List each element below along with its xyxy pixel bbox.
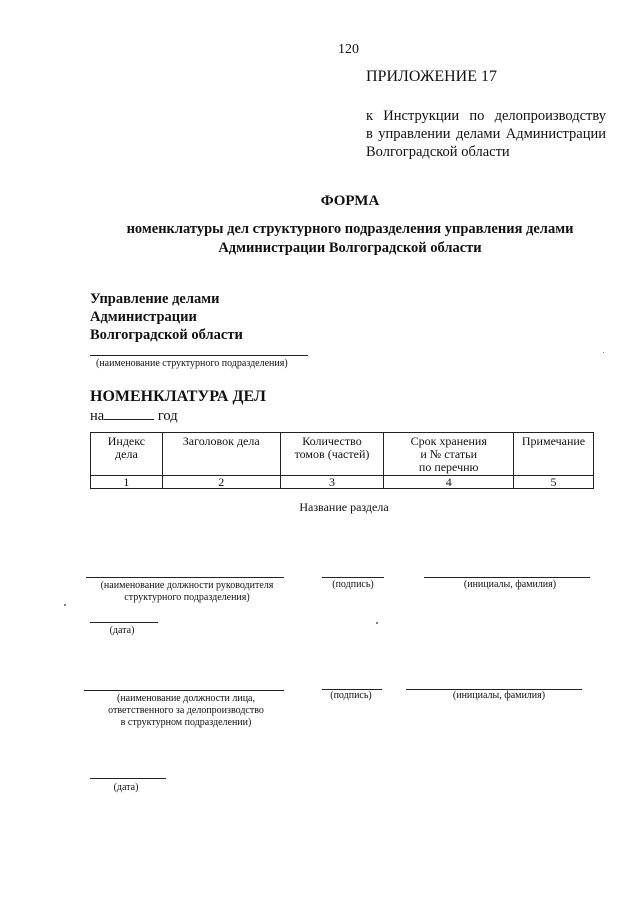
organization-name <box>90 290 243 344</box>
position-caption <box>84 580 290 604</box>
position-line <box>86 577 284 578</box>
date-line <box>90 778 166 779</box>
scan-speck <box>376 622 378 624</box>
form-subtitle-line: Администрации Волгоградской области <box>218 240 482 256</box>
appendix-ref-line: в управлении делами Администрации <box>366 126 606 142</box>
table-number-row <box>91 476 594 489</box>
caption-line: (наименование должности руководителя <box>100 580 274 591</box>
appendix-reference <box>366 107 606 161</box>
caption-line: ответственного за делопроизводство <box>108 705 264 716</box>
column-number: 3 <box>280 476 384 489</box>
section-title: Название раздела <box>299 500 389 514</box>
year-suffix: год <box>157 408 178 424</box>
header-index <box>91 433 163 476</box>
name-caption: (инициалы, фамилия) <box>463 579 557 590</box>
position-line <box>84 690 284 691</box>
signature-line <box>322 577 384 578</box>
header-case-title <box>162 433 280 476</box>
date-line <box>90 622 158 623</box>
unit-name-caption: (наименование структурного подразделения) <box>96 358 288 369</box>
header-line: Примечание <box>521 434 586 448</box>
header-line: Индекс <box>107 434 146 448</box>
year-prefix: на <box>90 408 105 424</box>
scan-speck <box>603 352 604 353</box>
header-line: дела <box>115 447 138 461</box>
nomenclature-title: НОМЕНКЛАТУРА ДЕЛ <box>90 388 266 405</box>
caption-line: (наименование должности лица, <box>116 693 255 704</box>
signature-caption: (подпись) <box>332 579 374 590</box>
page-number: 120 <box>338 42 359 57</box>
header-line: по перечню <box>418 460 479 474</box>
column-number: 1 <box>91 476 163 489</box>
form-subtitle <box>100 220 600 258</box>
table-header-row <box>91 433 594 476</box>
organization-line: Волгоградской области <box>90 327 243 343</box>
form-title: ФОРМА <box>320 193 380 209</box>
column-number: 2 <box>162 476 280 489</box>
nomenclature-table <box>90 432 594 489</box>
year-blank-line <box>104 407 154 420</box>
column-number: 4 <box>384 476 514 489</box>
year-row <box>90 407 178 425</box>
organization-line: Администрации <box>90 309 197 325</box>
header-line: Заголовок дела <box>182 434 260 448</box>
unit-name-line <box>90 355 308 356</box>
header-line: томов (частей) <box>294 447 370 461</box>
organization-line: Управление делами <box>90 291 220 307</box>
header-line: Срок хранения <box>410 434 487 448</box>
scan-speck <box>64 604 66 606</box>
header-volume-count <box>280 433 384 476</box>
position-caption <box>86 693 286 729</box>
appendix-ref-line: Волгоградской области <box>366 144 510 160</box>
signature-caption: (подпись) <box>330 690 372 701</box>
name-caption: (инициалы, фамилия) <box>452 690 546 701</box>
header-line: Количество <box>302 434 362 448</box>
form-subtitle-line: номенклатуры дел структурного подразделения управления делами <box>126 221 574 237</box>
name-line <box>424 577 590 578</box>
caption-line: в структурном подразделении) <box>120 717 252 728</box>
caption-line: структурного подразделения) <box>124 592 250 603</box>
appendix-ref-line: к Инструкции по делопроизводству <box>366 108 606 124</box>
date-caption: (дата) <box>113 782 139 793</box>
header-retention-period <box>384 433 514 476</box>
appendix-title: ПРИЛОЖЕНИЕ 17 <box>366 68 498 85</box>
header-note <box>514 433 594 476</box>
column-number: 5 <box>514 476 594 489</box>
date-caption: (дата) <box>109 625 135 636</box>
header-line: и № статьи <box>420 447 478 461</box>
